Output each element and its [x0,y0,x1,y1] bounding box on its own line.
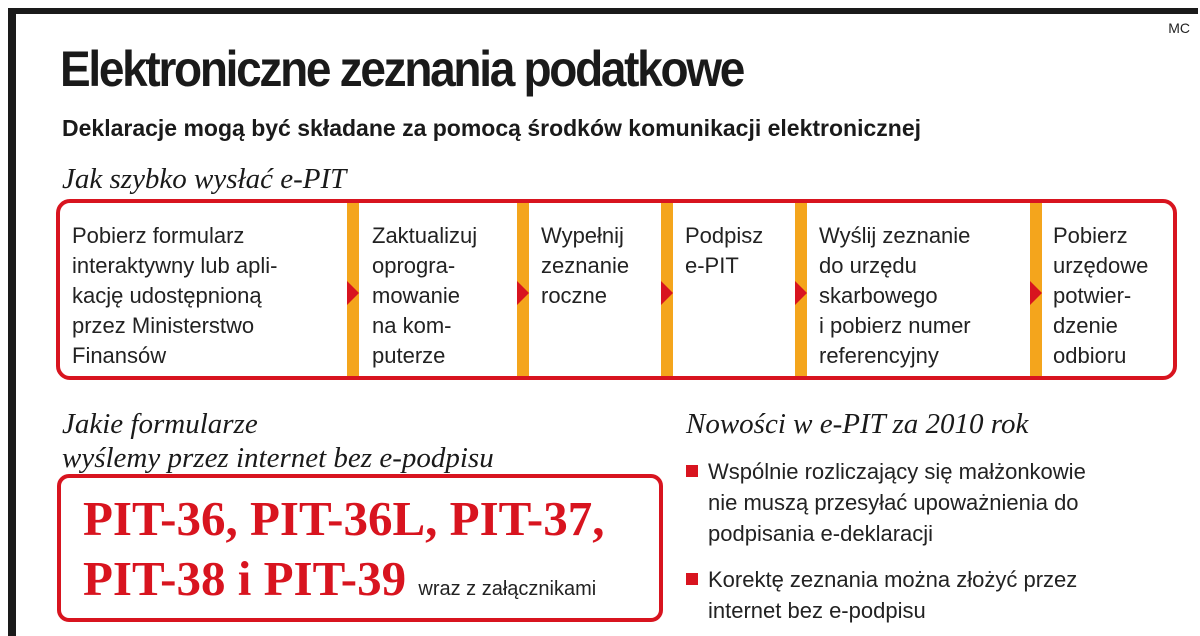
forms-note: wraz z załącznikami [418,578,597,600]
frame-top-rule [8,8,1198,14]
step-4 [685,221,800,281]
step-line: Zaktualizuj [372,223,478,248]
step-separator-arrow [517,203,529,376]
news-line: nie muszą przesyłać upoważnienia do [708,490,1079,515]
step-line: dzenie [1053,313,1118,338]
step-line: zeznanie [541,253,630,278]
step-line: oprogra- [372,253,456,278]
step-line: potwier- [1053,283,1132,308]
step-line: Pobierz [1053,223,1128,248]
forms-list-text: PIT-38 i PIT-39 [83,551,407,606]
news-heading: Nowości w e-PIT za 2010 rok [686,408,1029,440]
forms-heading-line: wyślemy przez internet bez e-podpisu [62,442,494,474]
step-separator-arrow [661,203,673,376]
step-line: roczne [541,283,608,308]
step-line: Wyślij zeznanie [819,223,971,248]
step-line: urzędowe [1053,253,1149,278]
step-separator-arrow [347,203,359,376]
step-2 [372,221,517,371]
step-line: interaktywny lub apli- [72,253,278,278]
forms-heading [62,407,494,475]
step-line: kację udostępnioną [72,283,262,308]
bullet-square-icon [686,465,698,477]
step-line: mowanie [372,283,461,308]
steps-heading: Jak szybko wysłać e-PIT [62,163,347,195]
brand-mark: MC [1168,20,1190,36]
steps-panel [56,199,1177,380]
step-separator-arrow [1030,203,1042,376]
news-item [686,564,1186,626]
step-line: skarbowego [819,283,938,308]
step-line: na kom- [372,313,452,338]
frame-left-rule [8,8,16,636]
forms-list-line-1: PIT-36, PIT-36L, PIT-37, [83,491,605,546]
news-line: Wspólnie rozliczający się małżonkowie [708,459,1086,484]
step-separator-arrow [795,203,807,376]
step-1 [72,221,342,371]
step-line: przez Ministerstwo [72,313,255,338]
step-line: i pobierz numer [819,313,971,338]
forms-heading-line: Jakie formularze [62,408,258,440]
page-title: Elektroniczne zeznania podatkowe [60,41,744,97]
bullet-square-icon [686,573,698,585]
step-6 [1053,221,1168,371]
step-line: Wypełnij [541,223,624,248]
step-line: Podpisz [685,223,764,248]
step-line: Pobierz formularz [72,223,245,248]
step-line: Finansów [72,343,167,368]
news-line: podpisania e-deklaracji [708,521,934,546]
step-line: e-PIT [685,253,739,278]
step-line: referencyjny [819,343,939,368]
step-5 [819,221,1034,371]
step-line: puterze [372,343,446,368]
step-line: do urzędu [819,253,917,278]
news-line: internet bez e-podpisu [708,598,926,623]
page-subtitle: Deklaracje mogą być składane za pomocą środków komunikacji elektronicznej [62,115,921,141]
forms-panel [57,474,663,622]
step-line: odbioru [1053,343,1127,368]
step-3 [541,221,661,311]
forms-list-line-2 [83,550,596,607]
news-item [686,456,1186,549]
news-line: Korektę zeznania można złożyć przez [708,567,1078,592]
